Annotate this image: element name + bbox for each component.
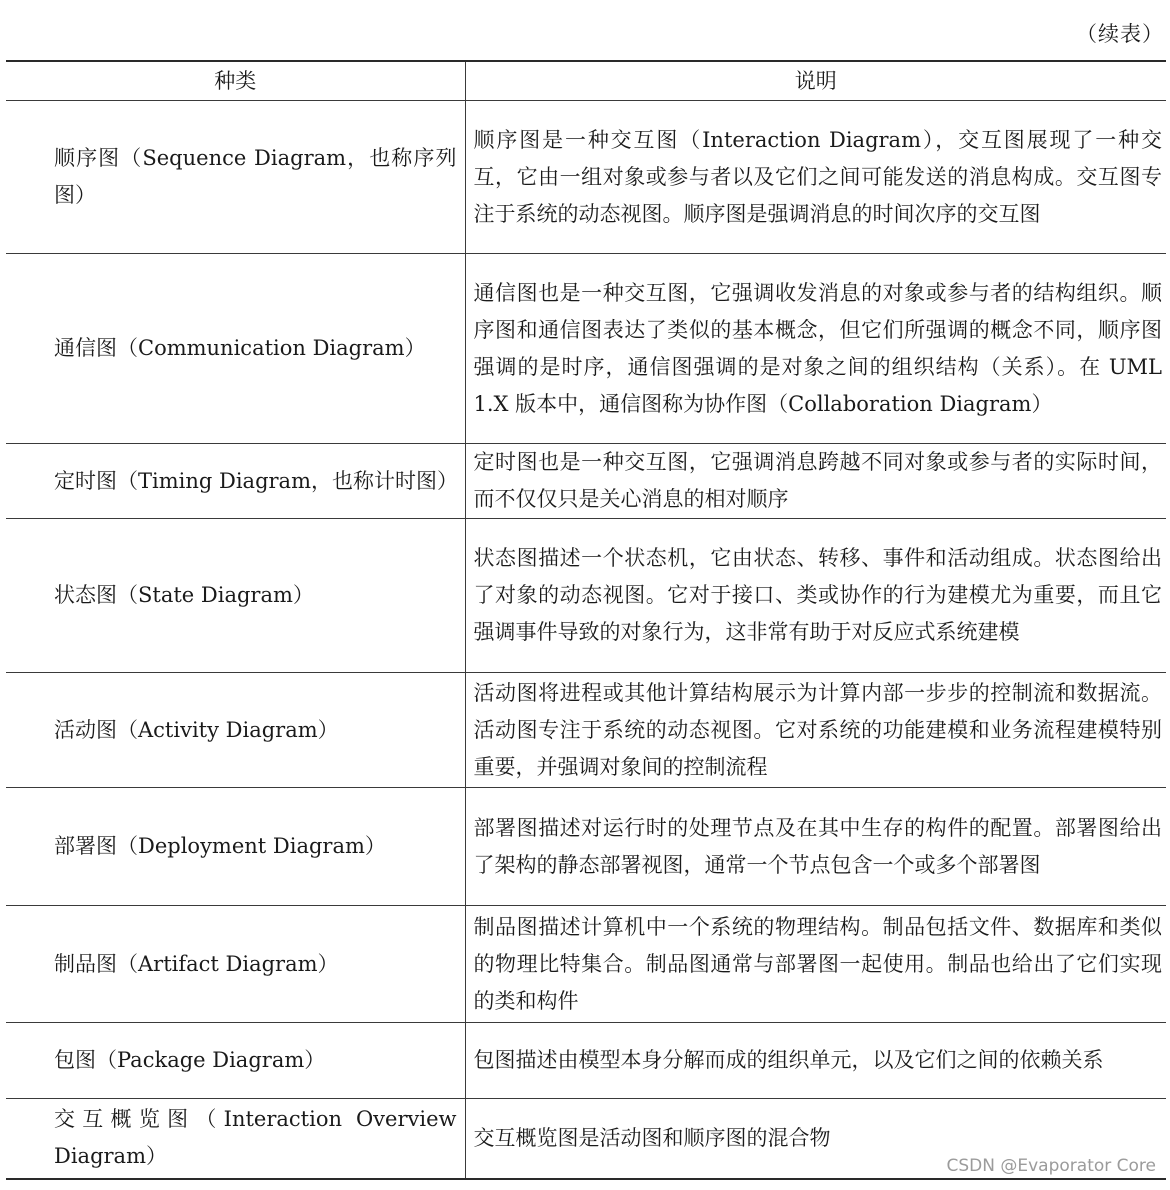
kind-cell: 部署图（Deployment Diagram）: [6, 788, 465, 906]
uml-diagram-types-table: [6, 60, 1166, 1180]
table-row: [6, 101, 1166, 254]
kind-cell: 状态图（State Diagram）: [6, 519, 465, 673]
table-row: [6, 519, 1166, 673]
description-cell: 活动图将进程或其他计算结构展示为计算内部一步步的控制流和数据流。活动图专注于系统的动态视图。它对系统的功能建模和业务流程建模特别重要，并强调对象间的控制流程: [465, 673, 1166, 788]
table-row: [6, 254, 1166, 444]
description-cell: 部署图描述对运行时的处理节点及在其中生存的构件的配置。部署图给出了架构的静态部署视图，通常一个节点包含一个或多个部署图: [465, 788, 1166, 906]
description-cell: 包图描述由模型本身分解而成的组织单元，以及它们之间的依赖关系: [465, 1023, 1166, 1099]
table-header-row: [6, 61, 1166, 101]
kind-cell: 通信图（Communication Diagram）: [6, 254, 465, 444]
table-row: [6, 444, 1166, 519]
description-cell: 顺序图是一种交互图（Interaction Diagram），交互图展现了一种交互，它由一组对象或参与者以及它们之间可能发送的消息构成。交互图专注于系统的动态视图。顺序图是强调消息的时间次序的交互图: [465, 101, 1166, 254]
header-description: 说明: [465, 61, 1166, 101]
description-cell: 通信图也是一种交互图，它强调收发消息的对象或参与者的结构组织。顺序图和通信图表达了类似的基本概念，但它们所强调的概念不同，顺序图强调的是时序，通信图强调的是对象之间的组织结构（关系）。在 UML 1.X 版本中，通信图称为协作图（Collaboration Diagram）: [465, 254, 1166, 444]
table-row: [6, 788, 1166, 906]
description-cell: 定时图也是一种交互图，它强调消息跨越不同对象或参与者的实际时间，而不仅仅只是关心消息的相对顺序: [465, 444, 1166, 519]
table-continued-caption: （续表）: [1076, 22, 1164, 46]
description-cell: 交互概览图是活动图和顺序图的混合物: [465, 1099, 1166, 1179]
table-row: [6, 906, 1166, 1023]
table-row: [6, 1023, 1166, 1099]
kind-cell: 定时图（Timing Diagram，也称计时图）: [6, 444, 465, 519]
kind-cell: 活动图（Activity Diagram）: [6, 673, 465, 788]
description-cell: 状态图描述一个状态机，它由状态、转移、事件和活动组成。状态图给出了对象的动态视图。它对于接口、类或协作的行为建模尤为重要，而且它强调事件导致的对象行为，这非常有助于对反应式系统建模: [465, 519, 1166, 673]
kind-cell: 制品图（Artifact Diagram）: [6, 906, 465, 1023]
description-cell: 制品图描述计算机中一个系统的物理结构。制品包括文件、数据库和类似的物理比特集合。制品图通常与部署图一起使用。制品也给出了它们实现的类和构件: [465, 906, 1166, 1023]
kind-cell: 顺序图（Sequence Diagram，也称序列图）: [6, 101, 465, 254]
kind-cell: 包图（Package Diagram）: [6, 1023, 465, 1099]
watermark: CSDN @Evaporator Core: [946, 1156, 1156, 1176]
header-kind: 种类: [6, 61, 465, 101]
table-row: [6, 673, 1166, 788]
kind-cell: 交互概览图（Interaction Overview Diagram）: [6, 1099, 465, 1179]
